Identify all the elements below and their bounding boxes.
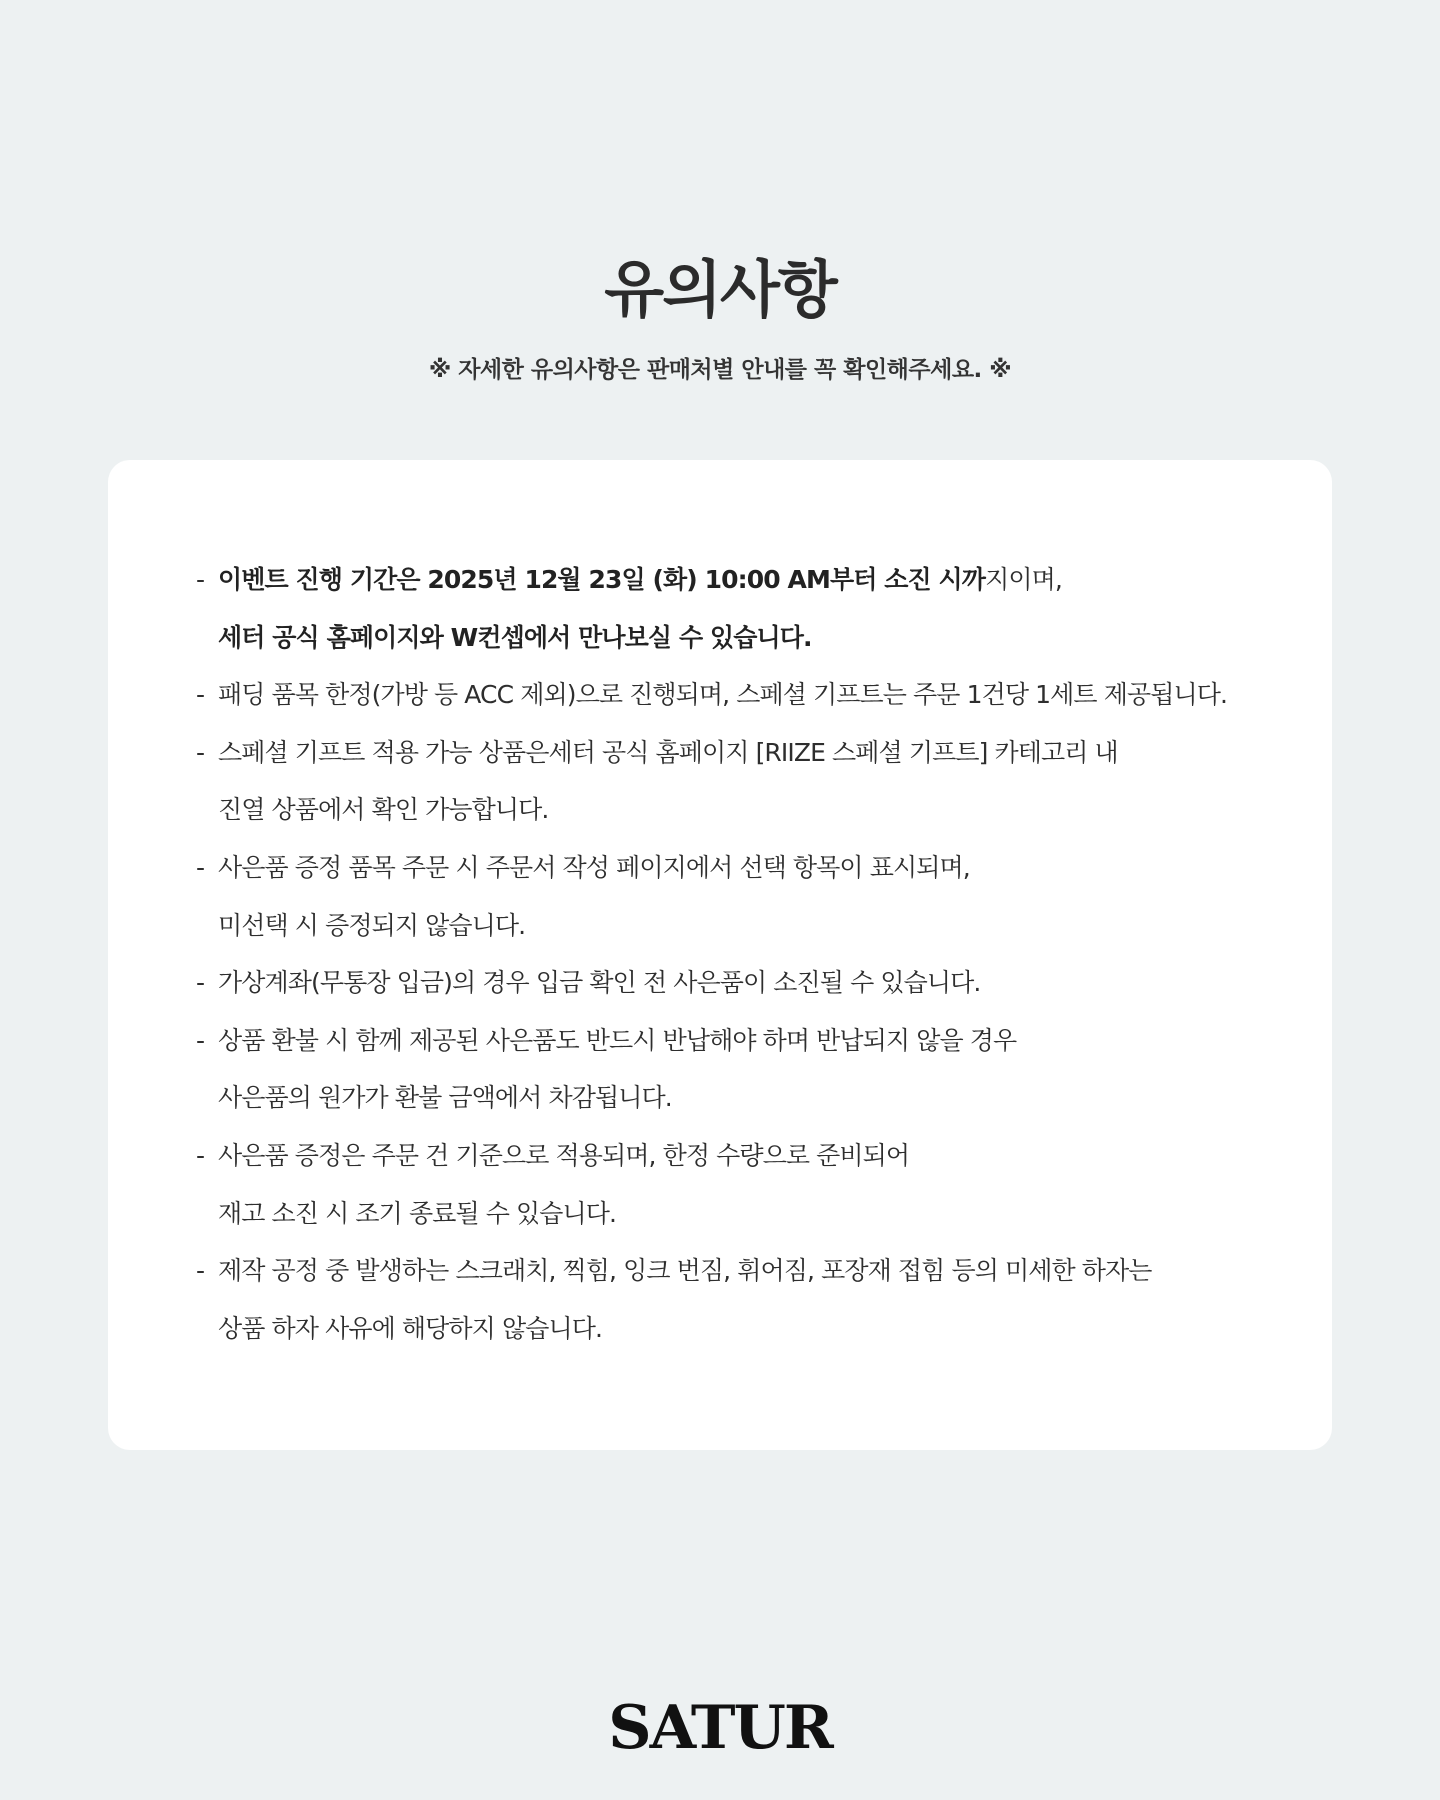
bullet-dash: - [196, 1140, 205, 1170]
notice-item [196, 1012, 1276, 1070]
notice-item [196, 1242, 1276, 1300]
notice-text: 상품 하자 사유에 해당하지 않습니다. [218, 1313, 602, 1343]
notice-text: 제작 공정 중 발생하는 스크래치, 찍힘, 잉크 번짐, 휘어짐, 포장재 접힘 등의 미세한 하자는 [218, 1256, 1152, 1286]
page-subtitle: ※ 자세한 유의사항은 판매처별 안내를 꼭 확인해주세요. ※ [428, 357, 1012, 383]
notice-text: 지이며, [985, 565, 1062, 594]
notice-item-continuation [196, 897, 1276, 955]
notice-text: 미선택 시 증정되지 않습니다. [218, 910, 526, 940]
notice-text: 사은품 증정은 주문 건 기준으로 적용되며, 한정 수량으로 준비되어 [218, 1140, 910, 1170]
notice-item [196, 954, 1276, 1012]
bullet-dash: - [196, 737, 205, 767]
notice-text-bold: 이벤트 진행 기간은 2025년 12월 23일 (화) 10:00 AM부터 소진 시까 [218, 565, 986, 594]
notice-item [196, 1127, 1276, 1185]
notice-text: 사은품 증정 품목 주문 시 주문서 작성 페이지에서 선택 항목이 표시되며, [218, 852, 970, 882]
bullet-dash: - [196, 565, 205, 594]
notice-text: 스페셜 기프트 적용 가능 상품은세터 공식 홈페이지 [RIIZE 스페셜 기프트] 카테고리 내 [218, 737, 1118, 767]
notice-list [196, 551, 1276, 1357]
notice-item-continuation [196, 781, 1276, 839]
bullet-dash: - [196, 1256, 205, 1286]
bullet-dash: - [196, 1025, 205, 1055]
notice-text: 사은품의 원가가 환불 금액에서 차감됩니다. [218, 1083, 672, 1113]
notice-text: 재고 소진 시 조기 종료될 수 있습니다. [218, 1198, 617, 1228]
notice-text: 패딩 품목 한정(가방 등 ACC 제외)으로 진행되며, 스페셜 기프트는 주문 1건당 1세트 제공됩니다. [218, 680, 1228, 710]
notice-item [196, 839, 1276, 897]
notice-text: 진열 상품에서 확인 가능합니다. [218, 795, 549, 825]
notice-text: 가상계좌(무통장 입금)의 경우 입금 확인 전 사은품이 소진될 수 있습니다. [218, 968, 981, 998]
page-title: 유의사항 [604, 253, 836, 326]
notice-text: 상품 환불 시 함께 제공된 사은품도 반드시 반납해야 하며 반납되지 않을 경우 [218, 1025, 1017, 1055]
notice-item [196, 666, 1276, 724]
notice-item-continuation [196, 1185, 1276, 1243]
bullet-dash: - [196, 968, 205, 998]
notice-item [196, 724, 1276, 782]
notice-text-bold: 세터 공식 홈페이지와 W컨셉에서 만나보실 수 있습니다. [218, 622, 812, 652]
bullet-dash: - [196, 680, 205, 710]
brand-logo: SATUR [608, 1693, 832, 1763]
notice-item-continuation [196, 1300, 1276, 1358]
bullet-dash: - [196, 852, 205, 882]
notice-item [196, 551, 1276, 609]
notice-item-continuation [196, 1069, 1276, 1127]
notice-item-continuation [196, 609, 1276, 667]
